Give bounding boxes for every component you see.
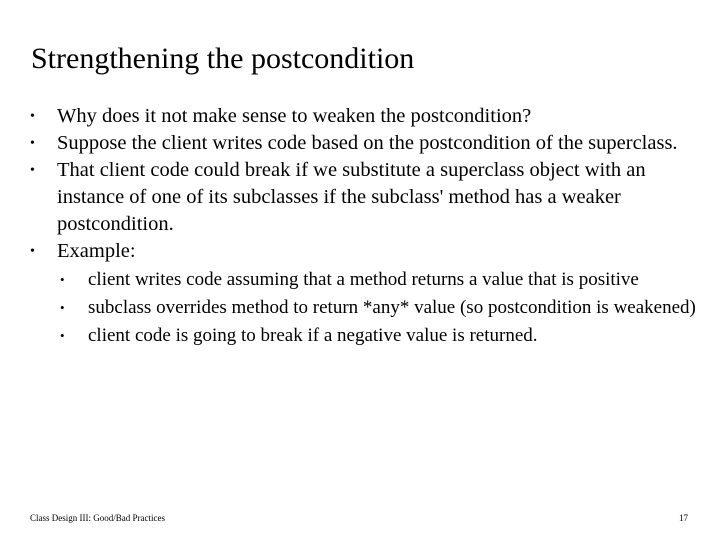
- bullet-text: That client code could break if we substitute a superclass object with an instance of one of its subclasses if the subclass' method has a weaker postcondition.: [57, 159, 646, 235]
- bullet-dot-icon: •: [30, 136, 35, 151]
- sub-bullet-dot-icon: •: [60, 272, 65, 287]
- sub-bullet-dot-icon: •: [60, 328, 65, 343]
- sub-bullet-list: [60, 267, 700, 348]
- bullet-dot-icon: •: [30, 163, 35, 178]
- sub-bullet-text: client writes code assuming that a method returns a value that is positive: [88, 269, 639, 290]
- bullet-item: [30, 103, 700, 130]
- slide-title: Strengthening the postcondition: [31, 42, 415, 75]
- bullet-item: [30, 238, 700, 348]
- sub-bullet-item: [60, 267, 720, 292]
- bullet-item: [30, 130, 700, 157]
- sub-bullet-item: [60, 295, 720, 320]
- sub-bullet-item: [60, 323, 720, 348]
- bullet-text: Why does it not make sense to weaken the postcondition?: [57, 105, 532, 127]
- sub-bullet-text: subclass overrides method to return *any* value (so postcondition is weakened): [88, 297, 696, 318]
- footer-course-title: Class Design III: Good/Bad Practices: [30, 513, 165, 523]
- bullet-dot-icon: •: [30, 244, 35, 259]
- bullet-text: Suppose the client writes code based on the postcondition of the superclass.: [57, 132, 678, 154]
- bullet-text: Example:: [57, 240, 136, 262]
- page-number: 17: [679, 513, 688, 523]
- bullet-item: [30, 157, 700, 238]
- bullet-list: [30, 103, 700, 351]
- sub-bullet-text: client code is going to break if a negative value is returned.: [88, 325, 538, 346]
- sub-bullet-dot-icon: •: [60, 300, 65, 315]
- bullet-dot-icon: •: [30, 109, 35, 124]
